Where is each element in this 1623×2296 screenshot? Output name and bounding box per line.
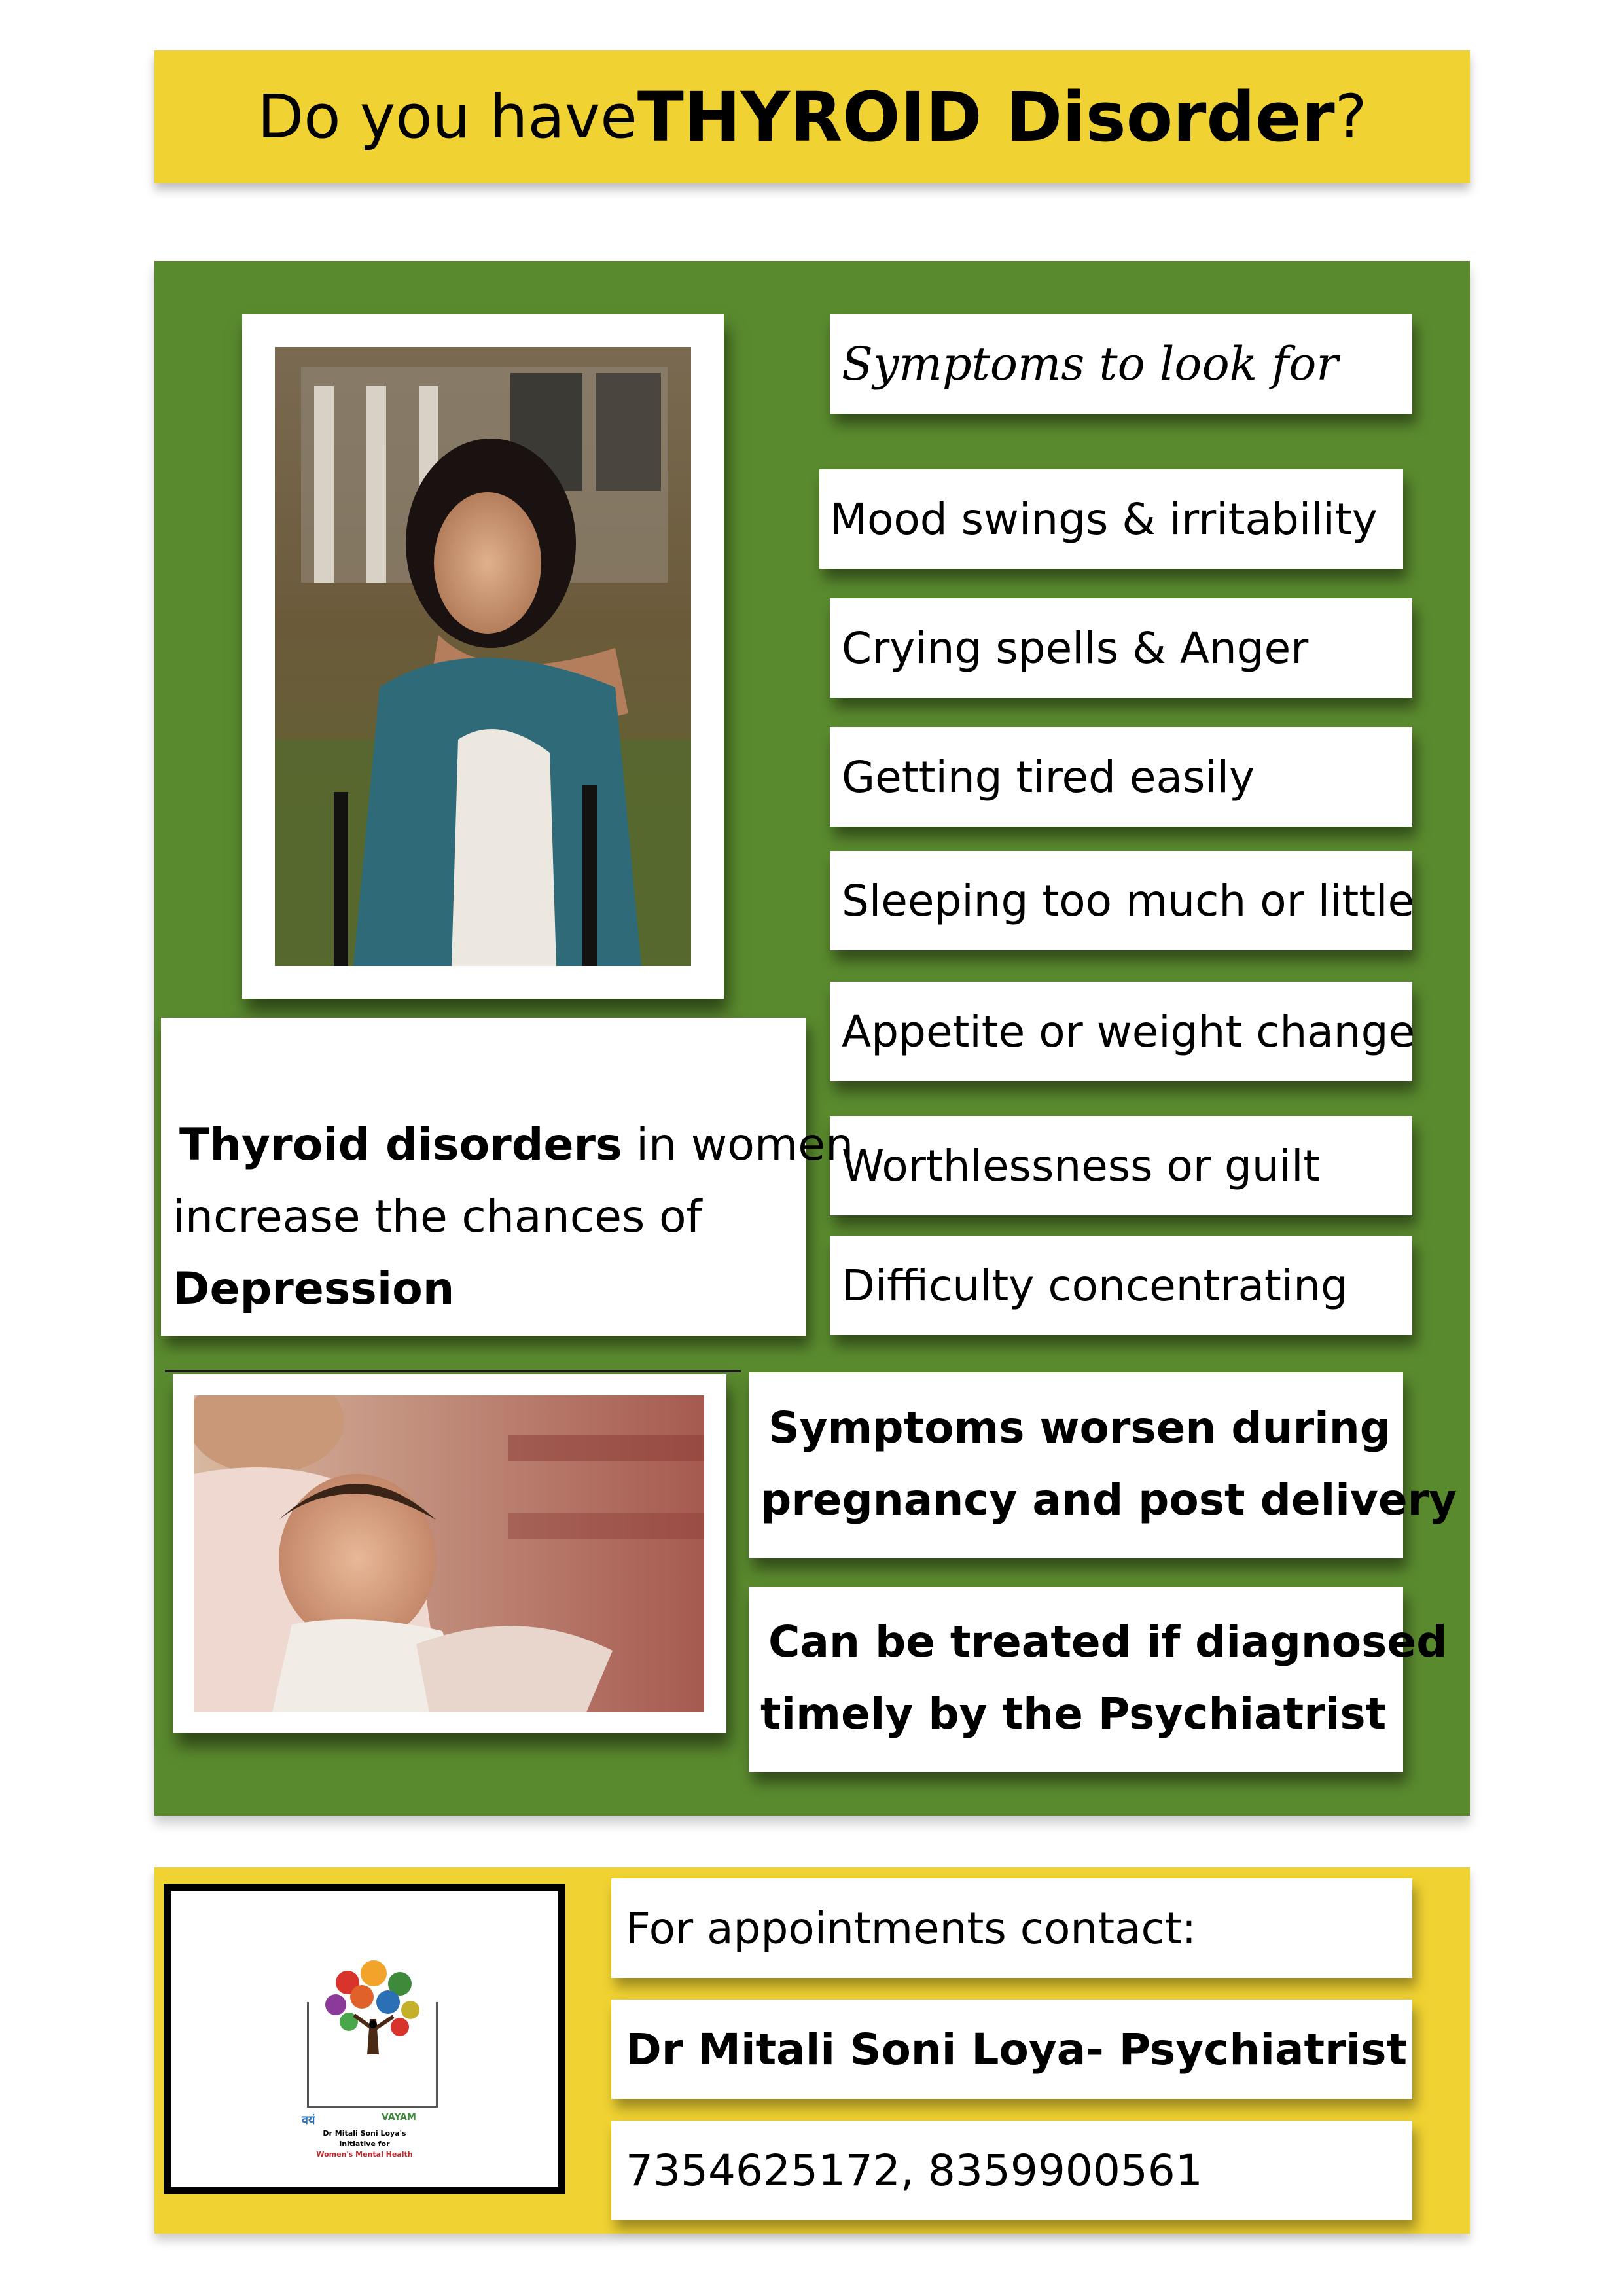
symptom-card-mood bbox=[819, 469, 1403, 569]
logo-name-hindi: वयं bbox=[302, 2113, 315, 2127]
symptom-appetite: Appetite or weight change bbox=[842, 1006, 1416, 1057]
title-prefix: Do you have bbox=[257, 82, 637, 152]
phone-card bbox=[611, 2121, 1412, 2220]
divider-line bbox=[165, 1370, 741, 1372]
treatment-line-2: timely by the Psychiatrist bbox=[760, 1689, 1387, 1739]
woman-photo bbox=[275, 347, 691, 966]
symptom-worthlessness: Worthlessness or guilt bbox=[842, 1140, 1321, 1191]
symptom-card-sleeping bbox=[830, 851, 1415, 950]
title-banner bbox=[154, 50, 1470, 183]
treatment-line-1: Can be treated if diagnosed bbox=[768, 1617, 1448, 1667]
symptom-sleeping: Sleeping too much or little bbox=[842, 875, 1415, 926]
doctor-card bbox=[611, 2000, 1412, 2099]
logo-name: VAYAM bbox=[382, 2112, 416, 2123]
symptom-card-appetite bbox=[830, 982, 1416, 1081]
symptoms-heading-card bbox=[830, 314, 1412, 414]
pregnancy-line-1: Symptoms worsen during bbox=[768, 1403, 1391, 1453]
symptom-card-tired bbox=[830, 727, 1412, 827]
logo-line-3: Women's Mental Health bbox=[316, 2150, 413, 2159]
info-bold-end: Depression bbox=[173, 1263, 455, 1315]
symptom-concentrating: Difficulty concentrating bbox=[842, 1260, 1348, 1311]
doctor-name: Dr Mitali Soni Loya- Psychiatrist bbox=[626, 2024, 1408, 2075]
logo-box bbox=[164, 1884, 565, 2194]
baby-photo bbox=[194, 1395, 704, 1712]
contact-heading-card bbox=[611, 1878, 1412, 1978]
title-suffix: ? bbox=[1334, 82, 1367, 152]
treatment-note-card bbox=[749, 1587, 1448, 1772]
phone-numbers: 7354625172, 8359900561 bbox=[626, 2145, 1203, 2196]
symptoms-heading: Symptoms to look for bbox=[842, 337, 1338, 391]
info-text-2: increase the chances of bbox=[173, 1191, 702, 1243]
baby-photo-frame bbox=[173, 1374, 726, 1733]
symptom-card-concentrating bbox=[830, 1236, 1412, 1335]
pregnancy-line-2: pregnancy and post delivery bbox=[760, 1475, 1457, 1525]
contact-heading: For appointments contact: bbox=[626, 1903, 1196, 1954]
symptom-crying: Crying spells & Anger bbox=[842, 622, 1309, 673]
vayam-tree-logo bbox=[302, 1956, 446, 2120]
symptom-card-worthlessness bbox=[830, 1116, 1412, 1215]
symptom-mood: Mood swings & irritability bbox=[830, 493, 1378, 545]
thyroid-info-card bbox=[161, 1018, 854, 1336]
logo-line-1: Dr Mitali Soni Loya's bbox=[323, 2129, 406, 2138]
woman-photo-frame bbox=[242, 314, 724, 999]
logo-line-2: initiative for bbox=[339, 2140, 390, 2148]
pregnancy-note-card bbox=[749, 1372, 1457, 1558]
info-bold-lead: Thyroid disorders bbox=[179, 1119, 622, 1171]
symptom-card-crying bbox=[830, 598, 1412, 698]
symptom-tired: Getting tired easily bbox=[842, 751, 1255, 802]
info-text-1: in women bbox=[622, 1119, 854, 1171]
title-emphasis: THYROID Disorder bbox=[637, 77, 1335, 157]
